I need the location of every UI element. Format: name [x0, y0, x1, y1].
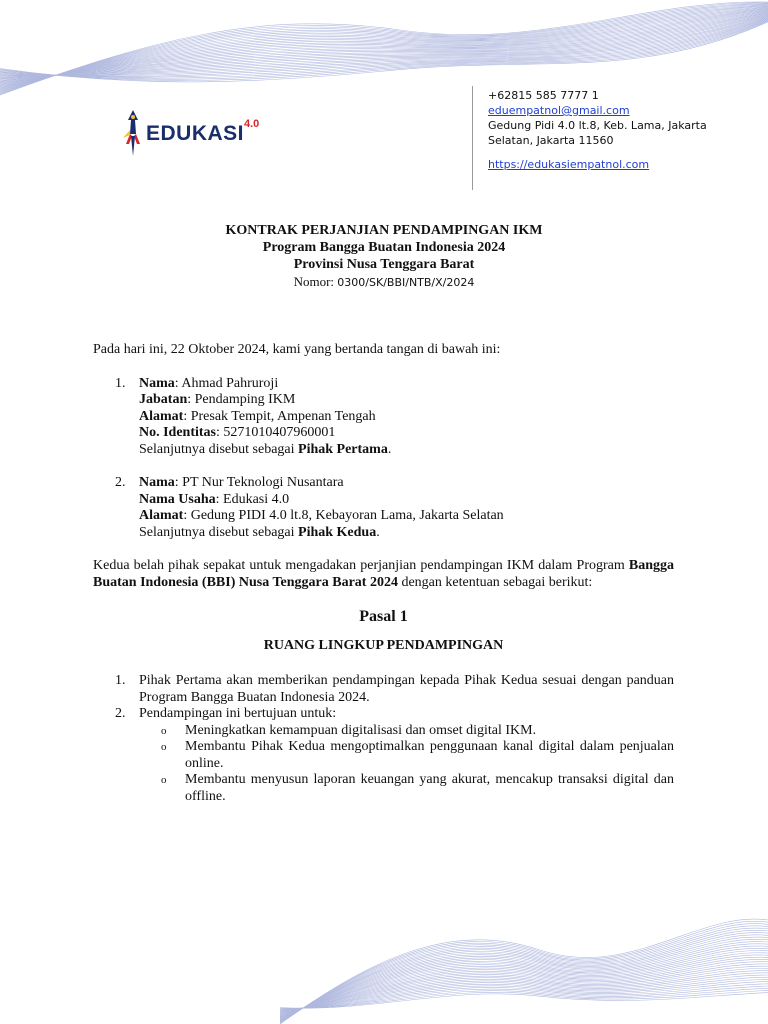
party-second: 2. Nama: PT Nur Teknologi Nusantara Nama Usaha: Edukasi 4.0 Alamat: Gedung PIDI 4.0 lt.8, Kebayoran Lama, Jakarta Selatan Selanjutnya disebut sebagai Pihak Kedua. — [115, 475, 504, 540]
email-link[interactable]: eduempatnol@gmail.com — [488, 104, 630, 117]
phone-number: +62815 585 7777 1 — [488, 89, 599, 102]
address-line-2: Selatan, Jakarta 11560 — [488, 134, 614, 147]
rocket-figure-icon — [120, 108, 146, 160]
goal-item: o Meningkatkan kemampuan digitalisasi dan omset digital IKM. — [161, 722, 537, 738]
party-list — [93, 376, 674, 542]
agreement-paragraph: Kedua belah pihak sepakat untuk mengadakan perjanjian pendampingan IKM dalam Program Bangga Buatan Indonesia (BBI) Nusa Tenggara Barat 2024 dengan ketentuan sebagai berikut: — [93, 558, 674, 590]
decorative-wave-bottom — [280, 900, 768, 1024]
pasal-subheading: RUANG LINGKUP PENDAMPINGAN — [263, 637, 504, 653]
website-link[interactable]: https://edukasiempatnol.com — [488, 158, 650, 171]
address-line-1: Gedung Pidi 4.0 lt.8, Keb. Lama, Jakarta — [488, 119, 707, 132]
company-logo — [120, 108, 280, 160]
scope-list — [93, 673, 674, 805]
logo-version: 4.0 — [244, 118, 260, 130]
goal-item: o Membantu menyusun laporan keuangan yang akurat, mencakup transaksi digital dan offline. — [161, 772, 674, 804]
pasal-heading: Pasal 1 — [359, 608, 408, 625]
goal-item: o Membantu Pihak Kedua mengoptimalkan penggunaan kanal digital dalam penjualan online. — [161, 739, 674, 771]
title-line-1: KONTRAK PERJANJIAN PENDAMPINGAN IKM — [225, 223, 543, 238]
intro-paragraph: Pada hari ini, 22 Oktober 2024, kami yang bertanda tangan di bawah ini: — [93, 342, 501, 357]
scope-item: 1. Pihak Pertama akan memberikan pendampingan kepada Pihak Kedua sesuai dengan panduan Program Bangga Buatan Indonesia 2024. — [115, 673, 674, 705]
contact-block — [488, 88, 707, 172]
document-number: Nomor: 0300/SK/BBI/NTB/X/2024 — [293, 274, 475, 289]
header-divider — [472, 86, 473, 190]
document-title — [0, 222, 768, 291]
party-first: 1. Nama: Ahmad Pahruroji Jabatan: Pendamping IKM Alamat: Presak Tempit, Ampenan Tengah No. Identitas: 5271010407960001 Selanjutnya disebut sebagai Pihak Pertama. — [115, 375, 392, 457]
title-line-3: Provinsi Nusa Tenggara Barat — [293, 257, 475, 272]
document-body — [93, 342, 674, 805]
goal-list — [139, 723, 674, 806]
title-line-2: Program Bangga Buatan Indonesia 2024 — [262, 240, 506, 255]
logo-wordmark: EDUKASI — [146, 122, 245, 145]
scope-item: 2. Pendampingan ini bertujuan untuk: o Meningkatkan kemampuan digitalisasi dan omset digital IKM. o Membantu Pihak Kedua mengoptimalkan penggunaan kanal digital dalam penjualan online. o Membantu menyusun laporan keuangan yang akurat, mencakup transaksi digital dan offline. — [115, 706, 674, 804]
